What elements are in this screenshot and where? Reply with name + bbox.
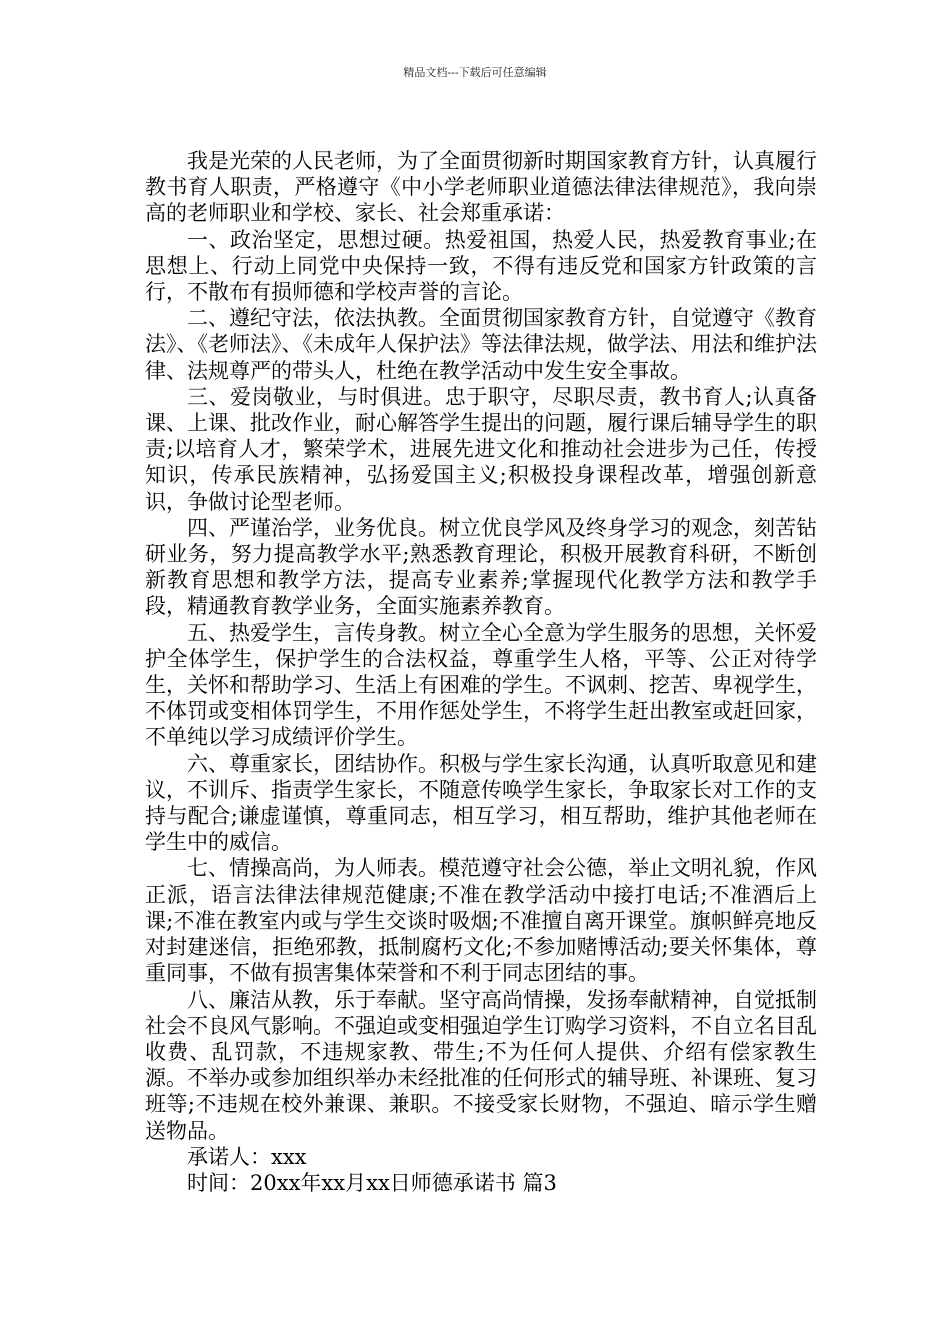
document-body <box>145 148 817 1196</box>
date-line: 时间：20xx年xx月xx日师德承诺书 篇3 <box>187 1170 557 1195</box>
pledge-item-5: 五、热爱学生，言传身教。树立全心全意为学生服务的思想，关怀爱护全体学生，保护学生的合法权益，尊重学生人格，平等、公正对待学生，关怀和帮助学习、生活上有困难的学生。不讽刺、挖苦、卑视学生，不体罚或变相体罚学生，不用作惩处学生，不将学生赶出教室或赶回家，不单纯以学习成绩评价学生。 <box>145 620 817 750</box>
pledge-item-8: 八、廉洁从教，乐于奉献。坚守高尚情操，发扬奉献精神，自觉抵制社会不良风气影响。不强迫或变相强迫学生订购学习资料，不自立名目乱收费、乱罚款，不违规家教、带生;不为任何人提供、介绍有偿家教生源。不举办或参加组织举办未经批准的任何形式的辅导班、补课班、复习班等;不违规在校外兼课、兼职。不接受家长财物，不强迫、暗示学生赠送物品。 <box>145 987 817 1143</box>
pledge-item-7: 七、情操高尚，为人师表。模范遵守社会公德，举止文明礼貌，作风正派，语言法律法律规范健康;不准在教学活动中接打电话;不准酒后上课;不准在教室内或与学生交谈时吸烟;不准擅自离开课堂。旗帜鲜亮地反对封建迷信，拒绝邪教，抵制腐朽文化;不参加赌博活动;要关怀集体，尊重同事，不做有损害集体荣誉和不利于同志团结的事。 <box>145 856 817 986</box>
pledge-item-2: 二、遵纪守法，依法执教。全面贯彻国家教育方针，自觉遵守《教育法》、《老师法》、《未成年人保护法》等法律法规，做学法、用法和维护法律、法规尊严的带头人，杜绝在教学活动中发生安全事故。 <box>145 306 817 383</box>
intro-paragraph: 我是光荣的人民老师，为了全面贯彻新时期国家教育方针，认真履行教书育人职责，严格遵守《中小学老师职业道德法律法律规范》，我向崇高的老师职业和学校、家长、社会郑重承诺： <box>145 149 817 226</box>
pledge-item-3: 三、爱岗敬业，与时俱进。忠于职守，尽职尽责，教书育人;认真备课、上课、批改作业，耐心解答学生提出的问题，履行课后辅导学生的职责;以培育人才，繁荣学术，进展先进文化和推动社会进步为己任，传授知识，传承民族精神，弘扬爱国主义;积极投身课程改革，增强创新意识，争做讨论型老师。 <box>145 384 817 514</box>
pledge-item-1: 一、政治坚定，思想过硬。热爱祖国，热爱人民，热爱教育事业;在思想上、行动上同党中央保持一致，不得有违反党和国家方针政策的言行，不散布有损师德和学校声誉的言论。 <box>145 227 817 305</box>
pledge-item-4: 四、严谨治学，业务优良。树立优良学风及终身学习的观念，刻苦钻研业务，努力提高教学水平;熟悉教育理论，积极开展教育科研，不断创新教育思想和教学方法，提高专业素养;掌握现代化教学方法和教学手段，精通教育教学业务，全面实施素养教育。 <box>145 515 817 619</box>
pledge-item-6: 六、尊重家长，团结协作。积极与学生家长沟通，认真听取意见和建议，不训斥、指责学生家长，不随意传唤学生家长，争取家长对工作的支持与配合;谦虚谨慎，尊重同志，相互学习，相互帮助，维护其他老师在学生中的威信。 <box>145 751 817 855</box>
page-header: 精品文档---下载后可任意编辑 <box>403 66 547 79</box>
signatory-line: 承诺人：xxx <box>187 1144 307 1169</box>
